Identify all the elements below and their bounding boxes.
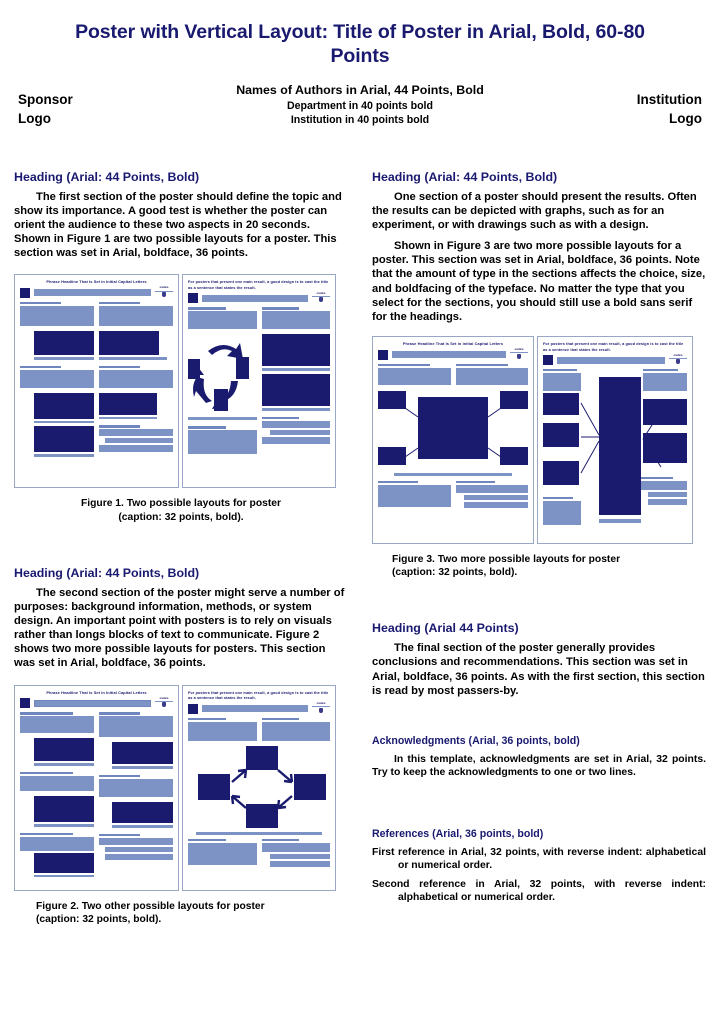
mini-title-box bbox=[202, 295, 308, 302]
mini-columns bbox=[378, 481, 528, 510]
section-background-heading: Heading (Arial: 44 Points, Bold) bbox=[14, 565, 200, 580]
mini-titlebar bbox=[188, 704, 330, 714]
figure-2 bbox=[14, 685, 348, 891]
mini-logo-mark-label: medica bbox=[159, 286, 169, 290]
section-conclusions-heading: Heading (Arial 44 Points) bbox=[372, 621, 519, 636]
figure-2-caption bbox=[14, 900, 348, 926]
mini-headline: Phrase Headline That Is Set in Initial Capital Letters bbox=[402, 341, 504, 347]
logo-square-icon bbox=[20, 288, 30, 298]
mini-poster-grid-b bbox=[14, 685, 179, 891]
mini-logo-mark-label: medica bbox=[514, 348, 524, 352]
reference-item: First reference in Arial, 32 points, with reverse indent: alphabetical or numerical order. bbox=[372, 846, 706, 871]
reference-item: Second reference in Arial, 32 points, with reverse indent: alphabetical or numerical order. bbox=[372, 879, 706, 904]
mini-column bbox=[188, 839, 257, 869]
mini-columns bbox=[378, 364, 528, 387]
page-title: Poster with Vertical Layout: Title of Poster in Arial, Bold, 60-80 Points bbox=[75, 21, 645, 68]
mini-column bbox=[262, 839, 331, 869]
mini-title-box bbox=[202, 705, 308, 712]
institution-logo-line1: Institution bbox=[636, 91, 702, 107]
figure-1-caption bbox=[14, 497, 348, 523]
logo-square-icon bbox=[188, 704, 198, 714]
mini-headline: For posters that present one main result, a good design is to cast the title as a sentence that states the result. bbox=[188, 690, 329, 701]
mini-logo-mark-label: medica bbox=[316, 702, 326, 706]
mini-titlebar bbox=[543, 355, 687, 365]
mini-headline: Phrase Headline That Is Set in Initial Capital Letters bbox=[46, 689, 147, 695]
logo-square-icon bbox=[378, 350, 388, 360]
mini-titlebar bbox=[188, 293, 330, 303]
section-results-heading: Heading (Arial: 44 Points, Bold) bbox=[372, 169, 558, 184]
cycle-diagram bbox=[188, 746, 330, 830]
mini-poster-center-focus bbox=[372, 336, 534, 544]
mini-column bbox=[99, 712, 173, 880]
figure-3-caption bbox=[372, 553, 706, 579]
logo-square-icon bbox=[543, 355, 553, 365]
section-references bbox=[372, 828, 706, 904]
mini-column bbox=[20, 302, 94, 460]
mini-logo-mark-icon bbox=[510, 349, 528, 360]
authors-block bbox=[18, 82, 702, 127]
mini-column bbox=[456, 364, 529, 387]
mini-columns bbox=[188, 307, 330, 456]
section-conclusions bbox=[372, 621, 706, 698]
mini-column bbox=[99, 302, 173, 460]
section-results-paragraph-1: One section of a poster should present the results. Often the results can be depicted with graphs, such as for an experiment, or with drawings such as with a design. bbox=[372, 190, 697, 231]
figure-2-caption-line2: (caption: 32 points, bold). bbox=[36, 913, 162, 925]
mini-columns bbox=[188, 839, 330, 869]
cycle-diagram bbox=[188, 331, 257, 417]
logo-square-icon bbox=[188, 293, 198, 303]
mini-poster-cycle-a bbox=[182, 274, 336, 488]
mini-titlebar bbox=[378, 350, 528, 360]
mini-column bbox=[262, 307, 331, 456]
mini-titlebar bbox=[20, 698, 173, 708]
section-intro bbox=[14, 170, 348, 261]
figure-1-caption-line1: Figure 1. Two possible layouts for poster bbox=[80, 498, 282, 510]
mini-columns bbox=[188, 718, 330, 743]
mini-headline: For posters that present one main result, a good design is to cast the title as a sentence that states the result. bbox=[188, 280, 329, 290]
mini-column bbox=[188, 718, 257, 743]
mini-columns bbox=[20, 302, 173, 460]
sponsor-logo-line2: Logo bbox=[18, 110, 51, 126]
acknowledgments-paragraph: In this template, acknowledgments are set in Arial, 32 points. Try to keep the acknowledgments to one or two lines. bbox=[372, 753, 706, 778]
sponsor-logo-line1: Sponsor bbox=[18, 91, 73, 107]
section-results-paragraph-2: Shown in Figure 3 are two more possible layouts for a poster. This section was set in Arial, boldface, 36 points. Note that the amount of type in the sections affects the choice, size, and boldfacing of the typeface. No matter the type that you select for the sections, you should still use a bold sans serif for the headings. bbox=[372, 240, 706, 323]
authors-department: Department in 40 points bold bbox=[287, 100, 433, 113]
figure-2-caption-line1: Figure 2. Two other possible layouts for poster bbox=[36, 900, 265, 912]
mini-poster-grid-a bbox=[14, 274, 179, 488]
mini-headline: For posters that present one main result, a good design is to cast the title as a sentence that states the result. bbox=[543, 342, 684, 352]
mini-column bbox=[378, 481, 451, 510]
section-intro-paragraph: The first section of the poster should define the topic and show its importance. A good test is whether the poster can orient the audience to these two aspects in 20 seconds. Shown in Figure 1 are two possible layouts for a poster. This section was set in Arial, boldface, 36 points. bbox=[14, 190, 342, 260]
institution-logo-line2: Logo bbox=[669, 110, 702, 126]
section-acknowledgments bbox=[372, 735, 706, 779]
mini-column bbox=[188, 307, 257, 456]
section-results bbox=[372, 170, 706, 324]
right-column bbox=[372, 170, 706, 926]
mini-column bbox=[456, 481, 529, 510]
section-conclusions-paragraph: The final section of the poster generally provides conclusions and recommendations. This section was set in Arial, boldface, 36 points. As with the first section, this section is read by most passers-by. bbox=[372, 642, 705, 697]
poster-body bbox=[0, 170, 720, 926]
acknowledgments-heading: Acknowledgments (Arial, 36 points, bold) bbox=[372, 735, 580, 747]
mini-title-box bbox=[34, 289, 151, 296]
mini-logo-mark-label: medica bbox=[159, 696, 169, 700]
section-intro-heading: Heading (Arial: 44 Points, Bold) bbox=[14, 169, 200, 184]
poster-header bbox=[0, 0, 720, 128]
mini-logo-mark-label: medica bbox=[673, 353, 683, 357]
mini-column bbox=[262, 718, 331, 743]
center-focus-diagram bbox=[378, 391, 528, 471]
mini-logo-mark-icon bbox=[669, 355, 687, 366]
figure-1-caption-line2: (caption: 32 points, bold). bbox=[118, 511, 244, 523]
mini-column bbox=[20, 712, 94, 880]
mini-logo-mark-icon bbox=[155, 698, 173, 709]
mini-titlebar bbox=[20, 288, 173, 298]
mini-title-box bbox=[392, 351, 506, 358]
center-column-diagram bbox=[543, 369, 687, 539]
sponsor-logo bbox=[18, 90, 73, 128]
figure-3-caption-line2: (caption: 32 points, bold). bbox=[392, 567, 518, 579]
mini-title-box bbox=[557, 357, 665, 364]
institution-logo bbox=[637, 90, 702, 128]
mini-poster-center-column bbox=[537, 336, 693, 544]
mini-column bbox=[378, 364, 451, 387]
mini-logo-mark-icon bbox=[312, 703, 330, 714]
section-background-paragraph: The second section of the poster might serve a number of purposes: background information, methods, or system design. An important point with posters is to rely on visuals rather than longs blocks of text to communicate. Figure 2 shows two more possible layouts for posters. This section was set in Arial, boldface, 36 points. bbox=[14, 586, 345, 670]
authors-names: Names of Authors in Arial, 44 Points, Bold bbox=[236, 83, 484, 98]
mini-title-box bbox=[34, 700, 151, 707]
authors-institution: Institution in 40 points bold bbox=[290, 114, 430, 127]
mini-logo-mark-label: medica bbox=[316, 291, 326, 295]
left-column bbox=[14, 170, 348, 926]
section-background bbox=[14, 566, 348, 671]
mini-poster-cycle-b bbox=[182, 685, 336, 891]
mini-logo-mark-icon bbox=[155, 287, 173, 298]
figure-3 bbox=[372, 336, 706, 544]
mini-columns bbox=[20, 712, 173, 880]
mini-headline: Phrase Headline That Is Set in Initial Capital Letters bbox=[46, 279, 147, 285]
figure-1 bbox=[14, 274, 348, 488]
references-heading: References (Arial, 36 points, bold) bbox=[372, 828, 544, 841]
logo-square-icon bbox=[20, 698, 30, 708]
mini-logo-mark-icon bbox=[312, 293, 330, 304]
figure-3-caption-line1: Figure 3. Two more possible layouts for poster bbox=[392, 554, 621, 566]
